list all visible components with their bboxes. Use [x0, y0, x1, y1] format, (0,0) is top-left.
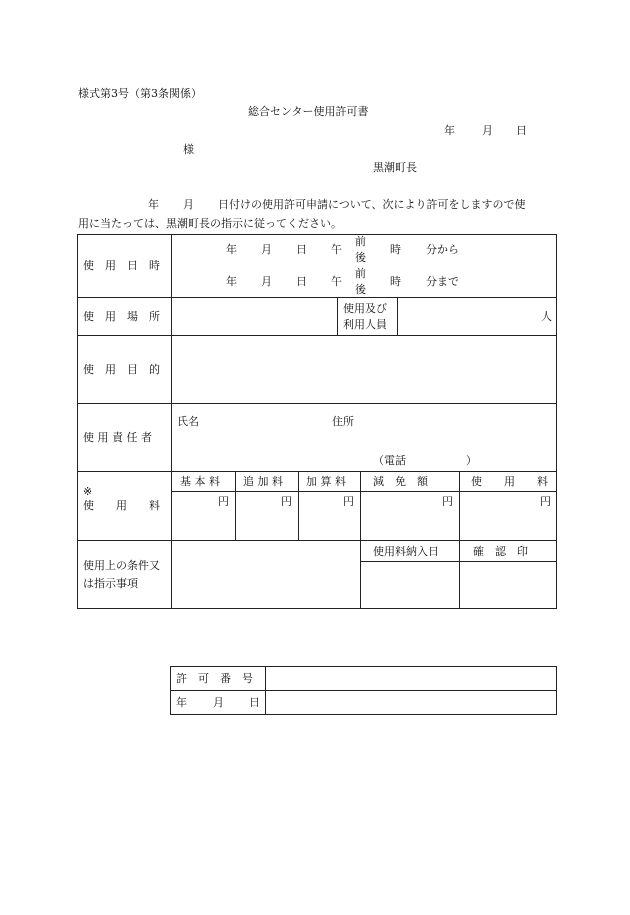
- place-users-divider: [337, 297, 338, 335]
- yen-unit: 円: [281, 495, 292, 508]
- conditions-label-line-2: は指示事項: [83, 577, 138, 590]
- address-label: 住所: [332, 415, 354, 428]
- users-label-line-1: 使用及び: [343, 302, 387, 315]
- conditions-label-line-1: 使用上の条件又: [83, 559, 160, 572]
- fee-column-divider: [298, 471, 299, 540]
- name-label: 氏名: [177, 415, 199, 428]
- end-noon: 午: [331, 275, 342, 288]
- label-column-divider: [171, 234, 172, 609]
- start-month: 月: [261, 243, 272, 256]
- table-row-divider: [77, 540, 557, 541]
- fee-header-basic: 基 本 料: [180, 475, 220, 488]
- permit-number-label: 許 可 番 号: [176, 672, 253, 685]
- start-year: 年: [226, 243, 237, 256]
- usage-purpose-label: 使 用 目 的: [83, 363, 160, 376]
- body-year: 年: [148, 198, 159, 211]
- end-year: 年: [226, 275, 237, 288]
- responsible-person-label: 使 用 責 任 者: [83, 431, 152, 444]
- permit-date-year: 年: [176, 696, 187, 709]
- permit-date-day: 日: [249, 696, 260, 709]
- issue-date-day: 日: [516, 124, 527, 137]
- usage-place-label: 使 用 場 所: [83, 310, 160, 323]
- issue-date-month: 月: [482, 124, 493, 137]
- payment-date-label: 使用料納入日: [373, 545, 439, 558]
- yen-unit: 円: [343, 495, 354, 508]
- start-pm: 後: [355, 251, 366, 264]
- start-from: 分から: [426, 243, 459, 256]
- phone-open: （電話: [373, 454, 406, 467]
- persons-unit: 人: [541, 310, 552, 323]
- yen-unit: 円: [218, 495, 229, 508]
- start-hour: 時: [390, 243, 401, 256]
- fee-column-divider: [235, 471, 236, 540]
- issue-date-year: 年: [444, 124, 455, 137]
- start-noon: 午: [331, 243, 342, 256]
- fee-header-additional: 追 加 料: [243, 475, 283, 488]
- document-title: 総合センター使用許可書: [248, 105, 369, 118]
- end-am: 前: [355, 267, 366, 280]
- end-to: 分まで: [426, 275, 459, 288]
- fee-header-reduction: 減 免 額: [373, 475, 428, 488]
- end-hour: 時: [390, 275, 401, 288]
- end-pm: 後: [355, 283, 366, 296]
- table-row-divider: [77, 403, 557, 404]
- table-row-divider: [77, 335, 557, 336]
- body-line-1: 日付けの使用許可申請について、次により許可をしますので使: [218, 198, 526, 211]
- permit-date-month: 月: [213, 696, 224, 709]
- fee-column-divider: [360, 471, 361, 609]
- confirm-seal-label: 確 認 印: [473, 545, 528, 558]
- body-line-2: 用に当たっては、黒潮町長の指示に従ってください。: [78, 217, 342, 230]
- fee-label: 使 用 料: [83, 499, 160, 512]
- end-day: 日: [296, 275, 307, 288]
- table-row-divider: [77, 297, 557, 298]
- body-month: 月: [183, 198, 194, 211]
- permit-box-column-divider: [265, 666, 266, 715]
- fee-header-divider: [171, 491, 557, 492]
- permit-box-divider: [170, 690, 557, 691]
- end-month: 月: [261, 275, 272, 288]
- addressee-suffix: 様: [183, 143, 194, 156]
- start-am: 前: [355, 235, 366, 248]
- fee-header-total: 使 用 料: [471, 475, 548, 488]
- start-day: 日: [296, 243, 307, 256]
- phone-close: ）: [466, 454, 477, 467]
- issuer-name: 黒潮町長: [373, 161, 417, 174]
- fee-note-mark: ※: [83, 485, 93, 498]
- yen-unit: 円: [442, 495, 453, 508]
- form-number: 様式第3号（第3条関係）: [78, 87, 202, 100]
- usage-datetime-label: 使 用 日 時: [83, 259, 160, 272]
- users-label-line-2: 利用人員: [343, 318, 387, 331]
- table-row-divider: [77, 471, 557, 472]
- yen-unit: 円: [540, 495, 551, 508]
- users-value-divider: [397, 297, 398, 335]
- fee-header-surcharge: 加 算 料: [306, 475, 346, 488]
- fee-column-divider: [459, 471, 460, 609]
